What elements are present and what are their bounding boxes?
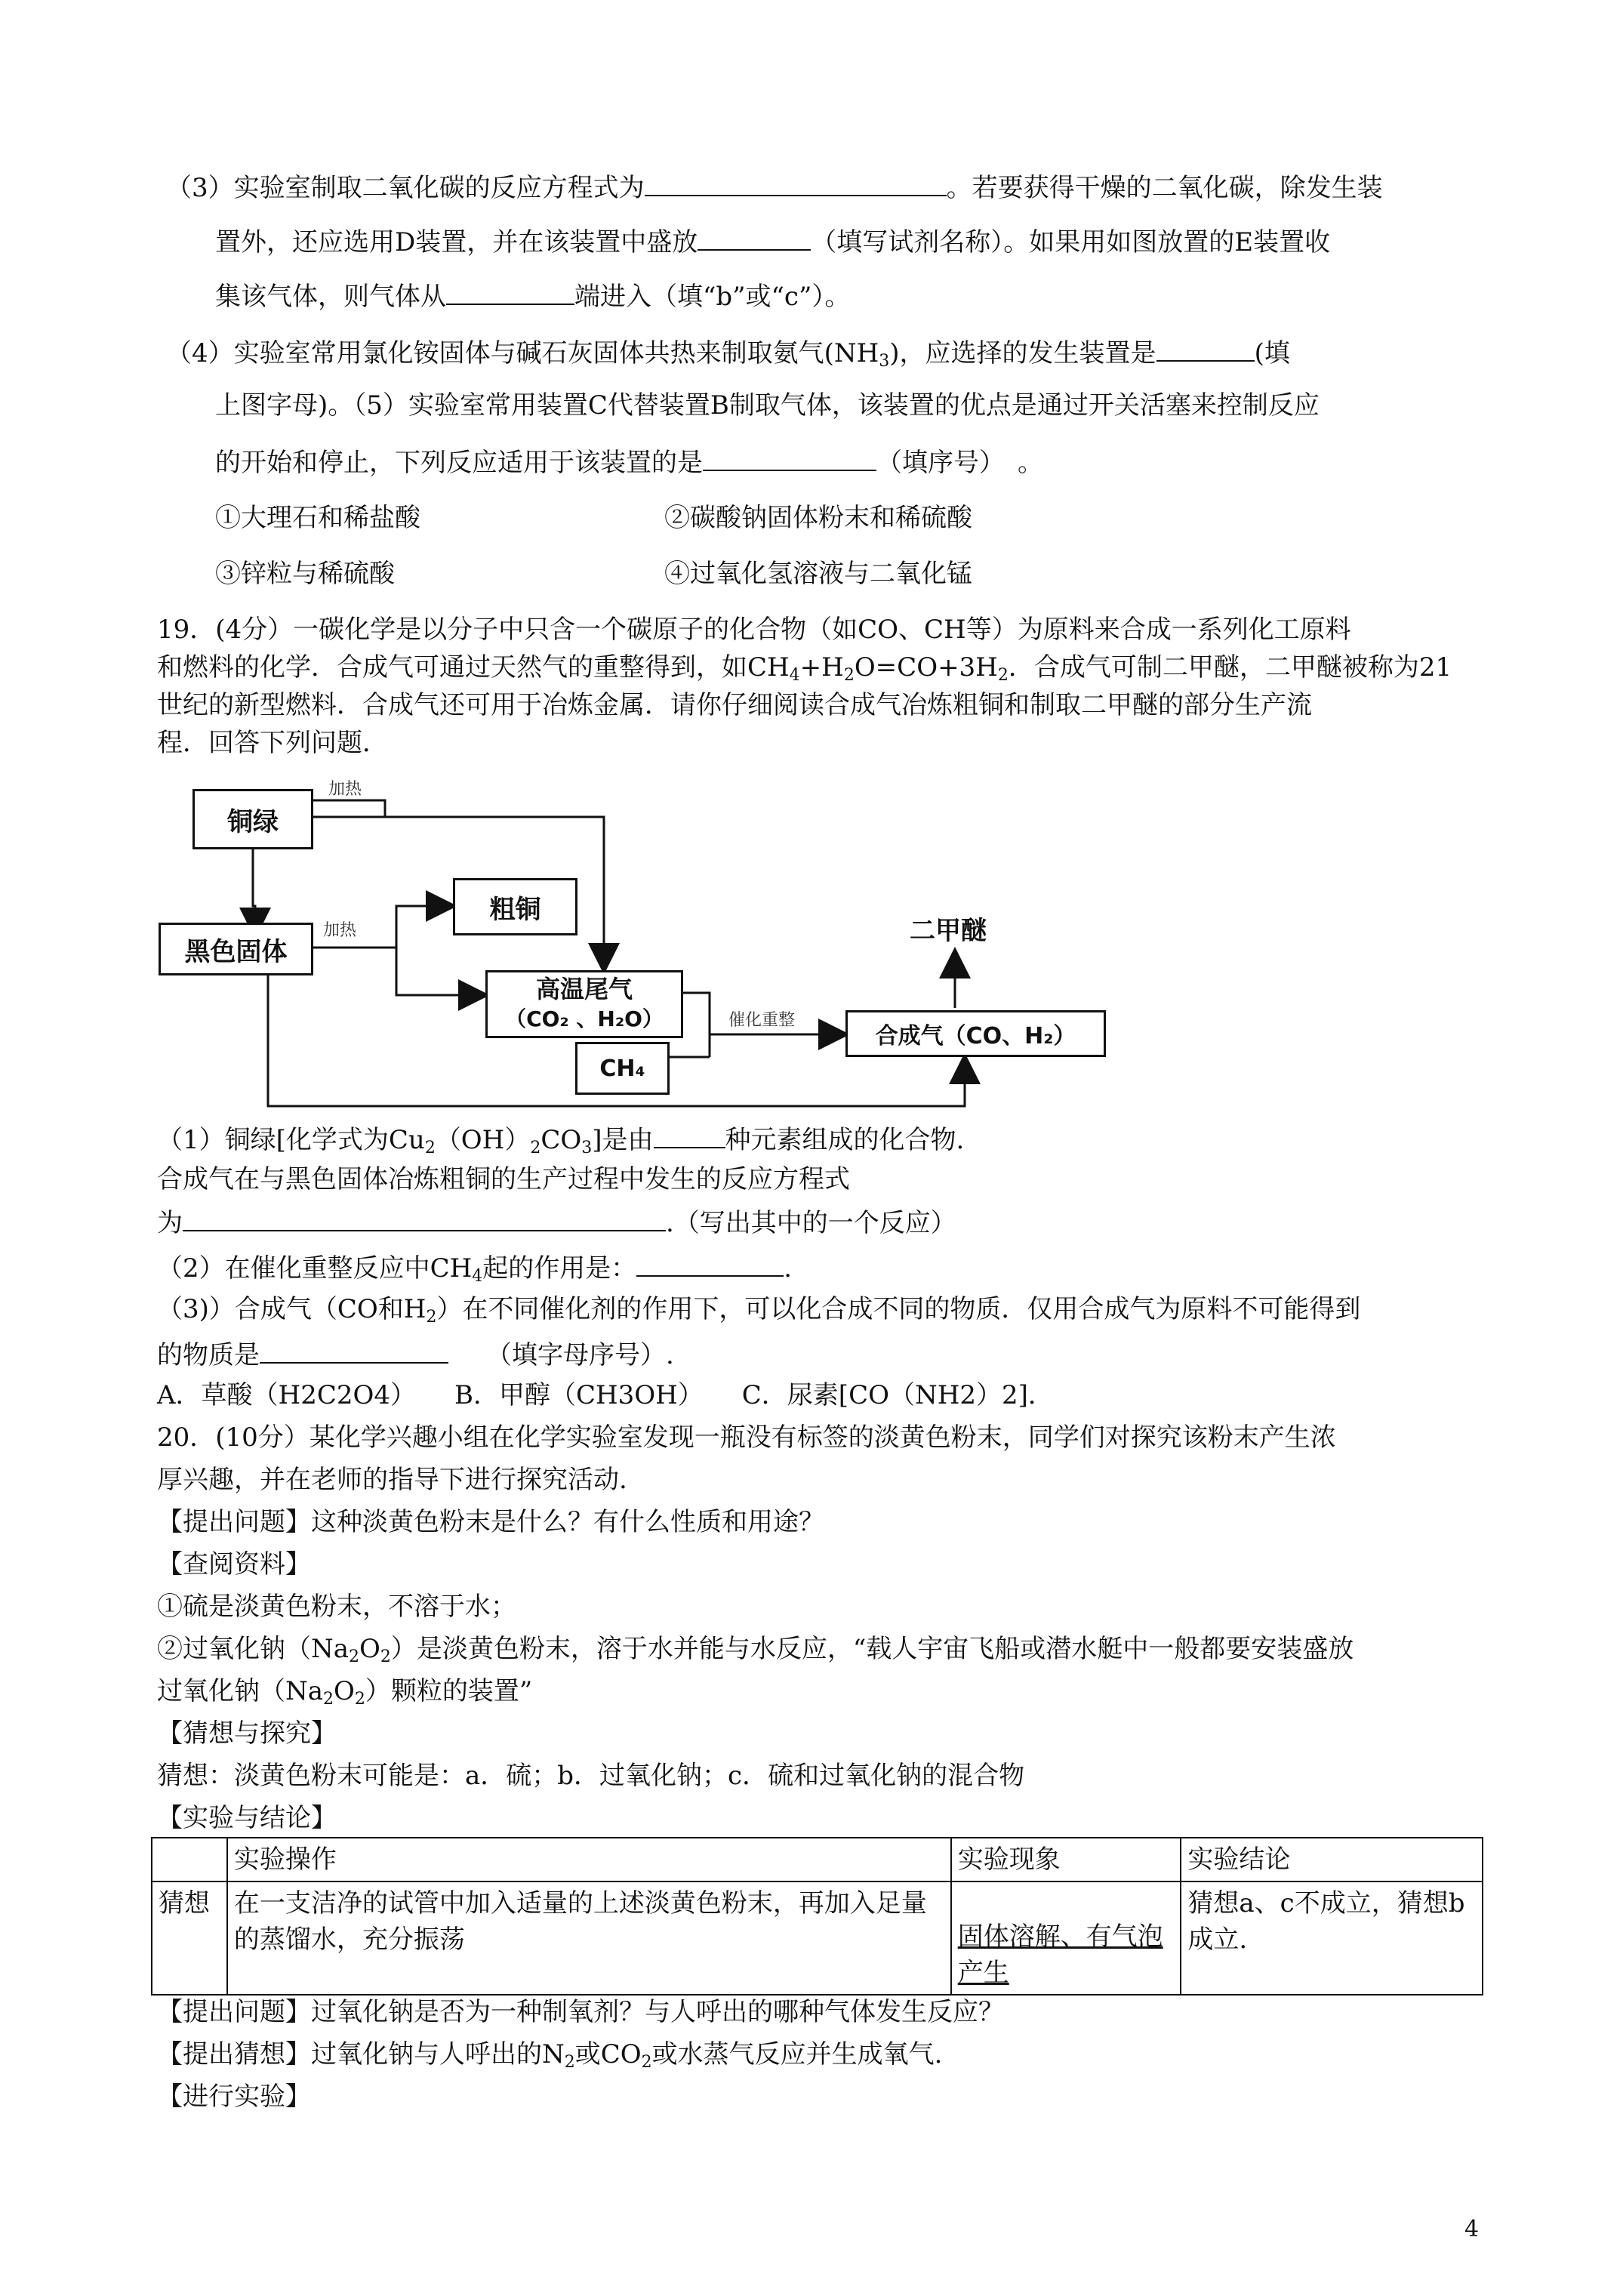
blank-ch4-role[interactable]: [636, 1250, 784, 1277]
q20-shiyan: 【实验与结论】: [157, 1803, 337, 1833]
box-ch4: CH₄: [575, 1042, 670, 1095]
box-hechengqi: 合成气（CO、H₂）: [845, 1010, 1106, 1057]
option-4: ④过氧化氢溶液与二氧化锰: [664, 559, 972, 589]
box-heise-guti: 黑色固体: [159, 923, 313, 975]
gaowen-line1: 高温尾气: [535, 975, 633, 1003]
blank-reaction[interactable]: [183, 1204, 666, 1231]
table-row: [152, 1881, 1483, 1995]
q19-line1: 19．(4分）一碳化学是以分子中只含一个碳原子的化合物（如CO、CH等）为原料来合成一系列化工原料: [157, 615, 1351, 645]
q19-s1-line3: 为 .（写出其中的一个反应）: [157, 1204, 956, 1240]
label-cuihua: 催化重整: [728, 1011, 796, 1030]
gaowen-line2: （CO₂ 、H₂O）: [505, 1006, 664, 1031]
table-cell-op: 在一支洁净的试管中加入适量的上述淡黄色粉末，再加入足量的蒸馏水，充分振荡: [227, 1881, 951, 1995]
q18-p3-line2: 置外，还应选用D装置，并在该装置中盛放 （填写试剂名称）。如果用如图放置的E装置收: [215, 223, 1330, 259]
blank-element-count[interactable]: [654, 1121, 725, 1148]
q20-line1: 20．(10分）某化学兴趣小组在化学实验室发现一瓶没有标签的淡黄色粉末，同学们对探究该粉末产生浓: [157, 1422, 1336, 1453]
q20-caixiang: 【猜想与探究】: [157, 1718, 337, 1749]
table-header-empty: [152, 1838, 227, 1881]
q20-tiwen1: 【提出问题】这种淡黄色粉末是什么？有什么性质和用途？: [157, 1507, 824, 1537]
option-3: ③锌粒与稀硫酸: [215, 559, 395, 589]
label-erjiami: 二甲醚: [910, 916, 987, 946]
q19-s3-options: A．草酸（H2C2O4） B．甲醇（CH3OH） C．尿素[CO（NH2）2]．: [157, 1380, 1054, 1410]
phenomenon-text: 固体溶解、有气泡产生: [957, 1922, 1163, 1988]
label-heat-1: 加热: [328, 780, 362, 799]
table-header-phen: 实验现象: [951, 1838, 1181, 1881]
q19-s2: （2）在催化重整反应中$CH_4$起的作用是： .: [157, 1250, 792, 1285]
table-cell-phen: [951, 1881, 1181, 1995]
table-header-row: [152, 1838, 1483, 1881]
q20-jinxing: 【进行实验】: [157, 2082, 311, 2112]
q18-p3-line3: 集该气体，则气体从 端进入（填“b”或“c”）。: [215, 278, 850, 313]
q19-s3-line1: （3)）合成气（CO和$H_2$）在不同催化剂的作用下，可以化合成不同的物质．仅用合成气为原料不可能得到: [157, 1294, 1361, 1327]
q19-s1-line1: （1）铜绿[化学式为$Cu_2(OH)_2CO_3$]是由 种元素组成的化合物.: [157, 1121, 964, 1157]
q20-tiwen2: 【提出问题】过氧化钠是否为一种制氧剂？与人呼出的哪种气体发生反应？: [157, 1997, 1004, 2027]
label-heat-2: 加热: [323, 921, 357, 940]
q20-caixiang-text: 猜想：淡黄色粉末可能是：a．硫；b．过氧化钠；c．硫和过氧化钠的混合物: [157, 1761, 1025, 1791]
q19-s3-line2: 的物质是 （填字母序号）.: [157, 1336, 674, 1372]
q18-p4-line2: 上图字母)。（5）实验室常用装置C代替装置B制取气体，该装置的优点是通过开关活塞来控制反应: [215, 390, 1320, 421]
box-tonglv: 铜绿: [192, 789, 313, 849]
q20-line2: 厚兴趣，并在老师的指导下进行探究活动.: [157, 1465, 627, 1495]
q20-chayue: 【查阅资料】: [157, 1549, 311, 1579]
q20-ziliao-2: ②过氧化钠$(Na_2O_2)$是淡黄色粉末，溶于水并能与水反应，“载人宇宙飞船或潜水艇中一般都要安装盛放: [157, 1634, 1354, 1666]
table-cell-label: 猜想: [152, 1881, 227, 1995]
box-cutong: 粗铜: [453, 878, 577, 935]
q20-ziliao-3: 过氧化钠$(Na_2O_2)$颗粒的装置”: [157, 1676, 533, 1709]
q18-p3-line1: （3）实验室制取二氧化碳的反应方程式为 。若要获得干燥的二氧化碳，除发生装: [166, 169, 1383, 205]
blank-substance[interactable]: [260, 1336, 448, 1364]
box-gaowen-weiqi: [485, 970, 683, 1038]
q18-p4-line1: （4）实验室常用氯化铵固体与碱石灰固体共热来制取氨气$(NH_3)$，应选择的发生装置是 (填: [166, 334, 1290, 370]
table-header-conc: 实验结论: [1181, 1838, 1483, 1881]
option-1: ①大理石和稀盐酸: [215, 503, 420, 533]
table-header-op: 实验操作: [227, 1838, 951, 1881]
q20-ziliao-1: ①硫是淡黄色粉末，不溶于水；: [157, 1592, 516, 1622]
table-cell-conc: 猜想a、c不成立，猜想b成立.: [1181, 1881, 1483, 1995]
q19-line2: 和燃料的化学．合成气可通过天然气的重整得到，如$CH_4+H_2O=CO+3H_2$．合成气可制二甲醚，二甲醚被称为21: [157, 652, 1452, 685]
q18-p5-line3: 的开始和停止，下列反应适用于该装置的是 （填序号） 。: [215, 444, 1043, 479]
experiment-table: [151, 1837, 1483, 1996]
q19-s1-line2: 合成气在与黑色固体冶炼粗铜的生产过程中发生的反应方程式: [157, 1164, 850, 1194]
page-number: 4: [1464, 2216, 1480, 2242]
q20-tichu: 【提出猜想】过氧化钠与人呼出的$N_2$或$CO_2$或水蒸气反应并生成氧气.: [157, 2039, 943, 2072]
option-2: ②碳酸钠固体粉末和稀硫酸: [664, 503, 972, 533]
q19-line4: 程．回答下列问题．: [157, 728, 388, 758]
q19-line3: 世纪的新型燃料．合成气还可用于冶炼金属．请你仔细阅读合成气冶炼粗铜和制取二甲醚的部分生产流: [157, 690, 1312, 720]
